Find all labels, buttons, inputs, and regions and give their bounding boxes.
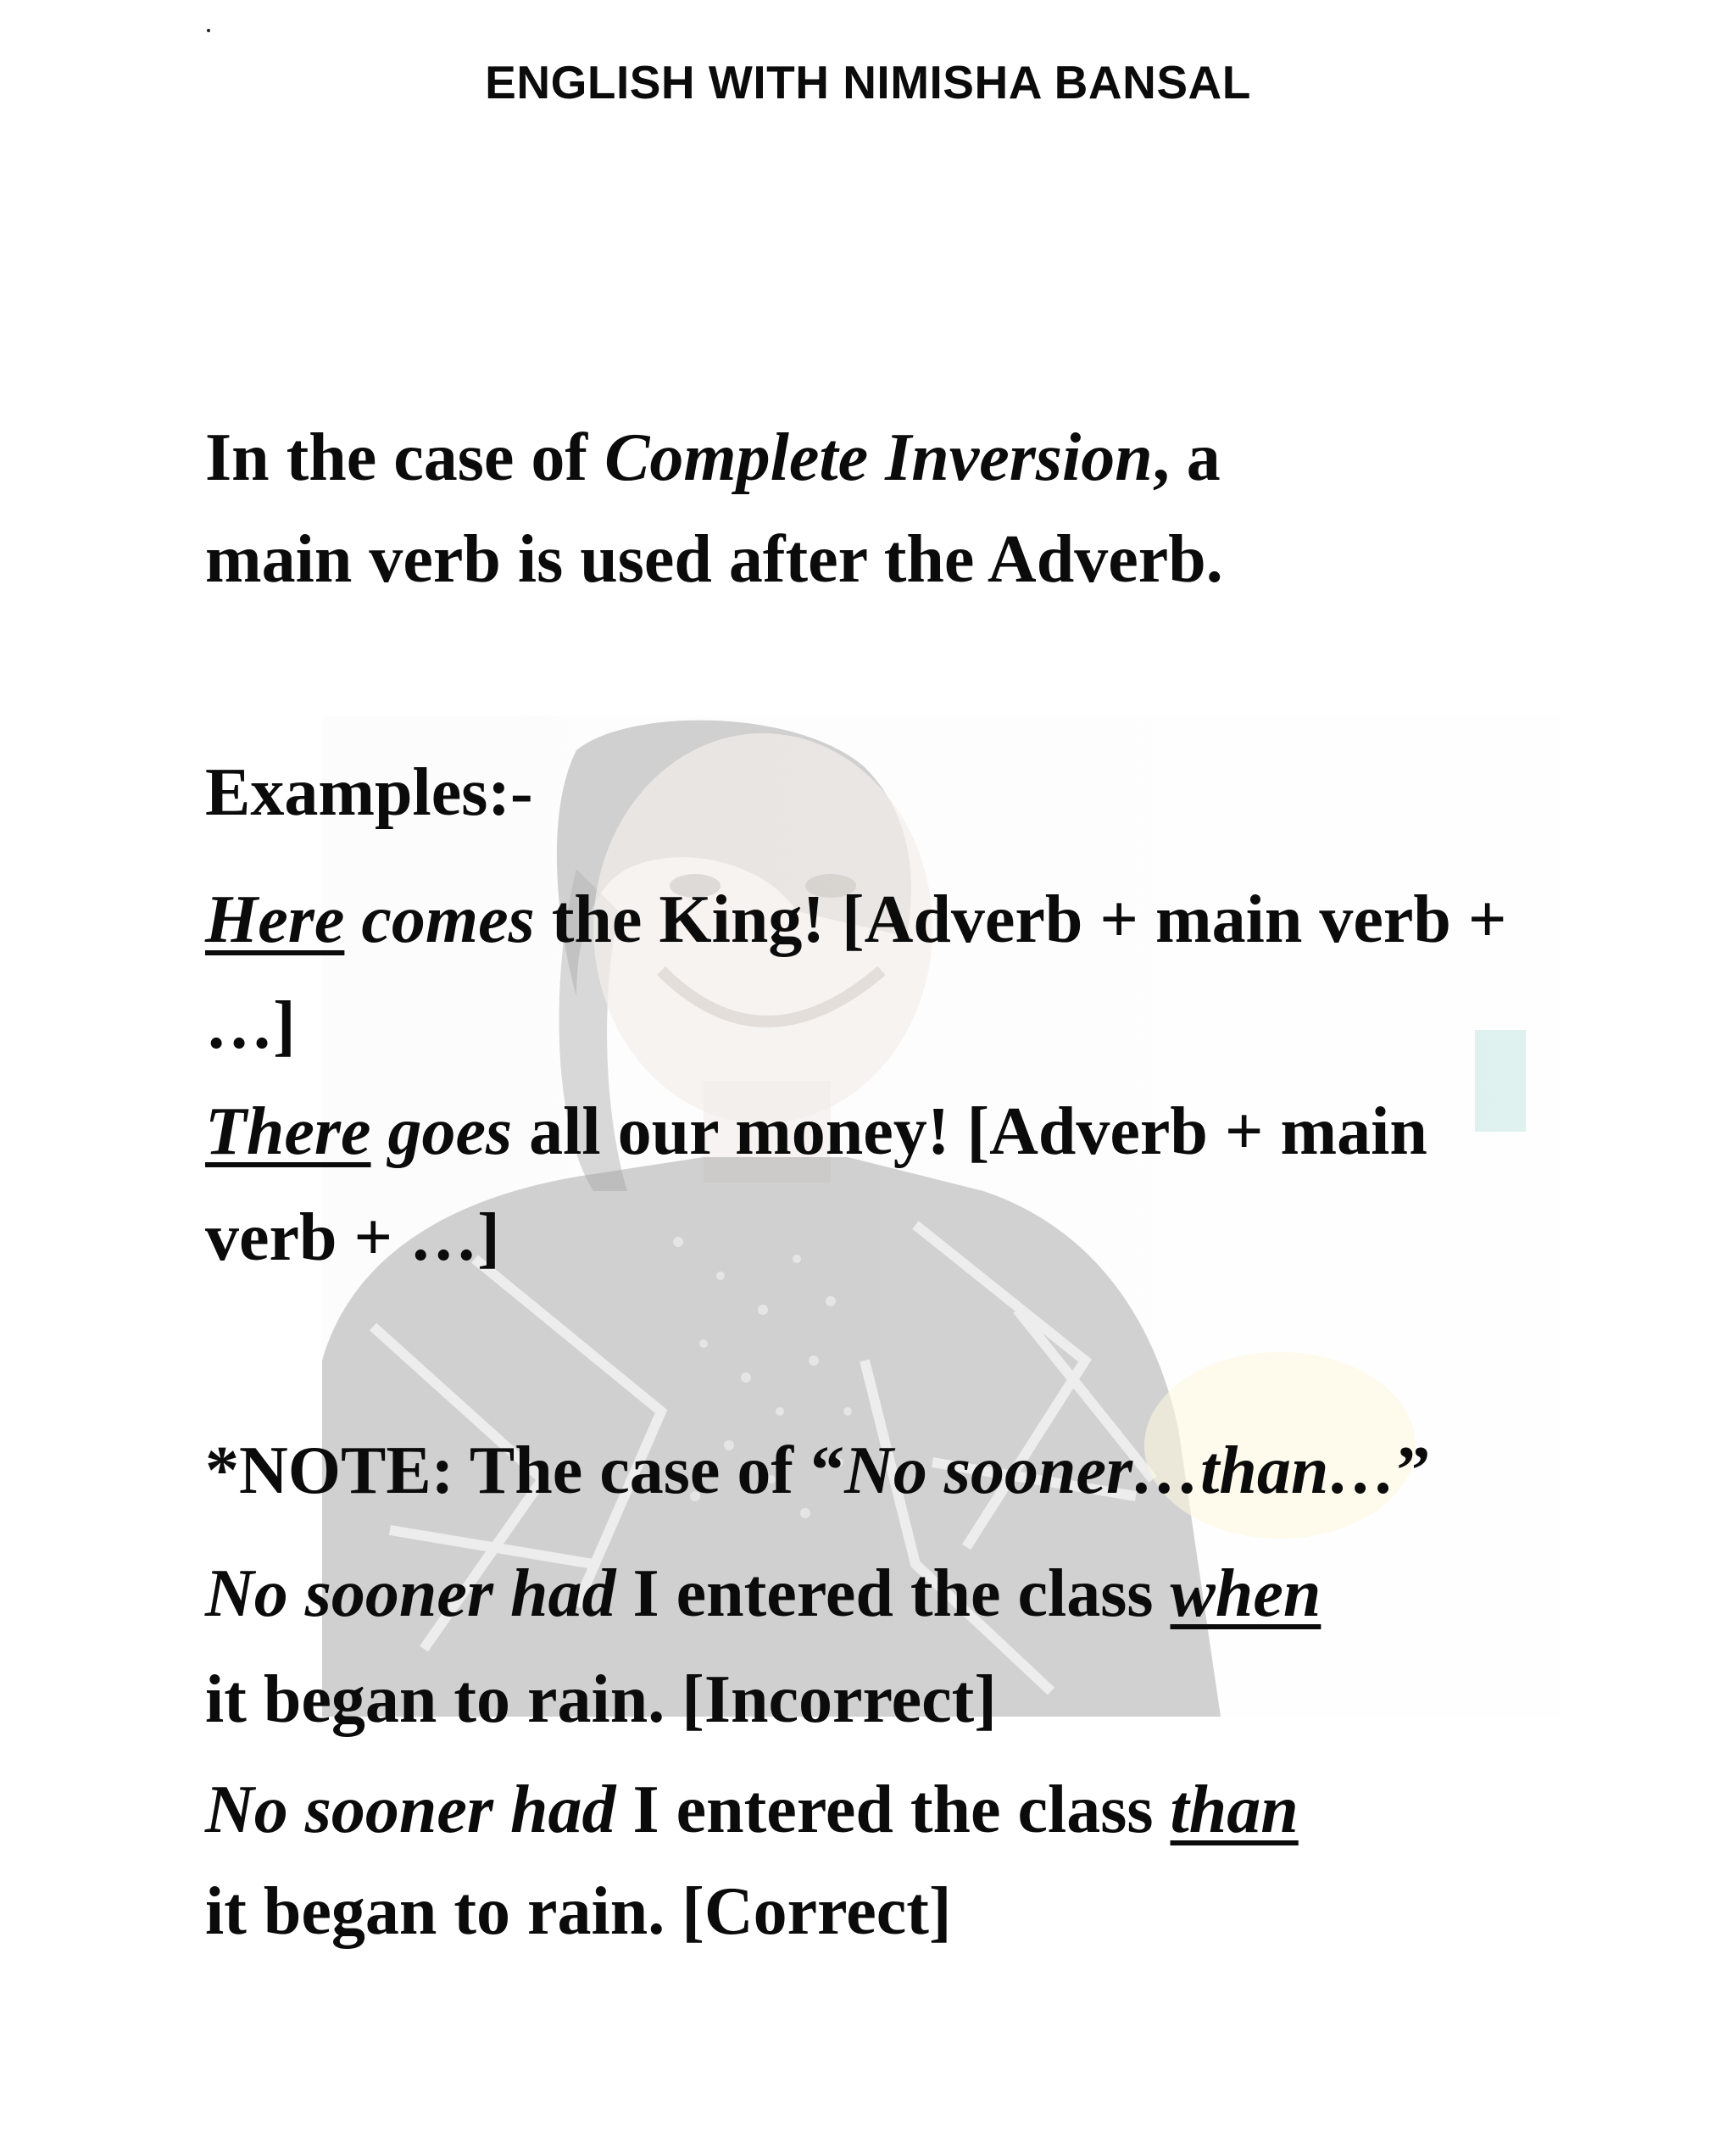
note-sentence-2-continuation: it began to rain. [Correct] (205, 1874, 952, 1949)
example-1-rest: the King! [Adverb + main verb + (534, 882, 1507, 957)
example-2-line (205, 1089, 1427, 1174)
note-phrase: No sooner…than… (844, 1433, 1397, 1508)
intro-text: In the case of (205, 420, 605, 495)
term-complete-inversion: Complete Inversion (604, 420, 1153, 495)
page-header: ENGLISH WITH NIMISHA BANSAL (485, 56, 1251, 109)
note-sentence-2-than: than (1170, 1773, 1299, 1847)
intro-text-end: , a (1152, 420, 1221, 495)
example-1-continuation: …] (205, 988, 296, 1063)
note-sentence-2-start: No sooner had (205, 1773, 616, 1847)
intro-line-2: main verb is used after the Adverb. (205, 522, 1223, 597)
note-prefix: *NOTE: The case of “ (205, 1433, 845, 1508)
note-sentence-1-start: No sooner had (205, 1556, 616, 1631)
note-sentence-1 (205, 1551, 1321, 1636)
example-2-continuation: verb + …] (205, 1200, 500, 1275)
example-2-verb: goes (387, 1094, 513, 1169)
note-sentence-1-when: when (1170, 1556, 1321, 1631)
intro-line-1 (205, 415, 1221, 500)
examples-heading: Examples:- (205, 755, 533, 830)
note-sentence-1-middle: I entered the class (615, 1556, 1171, 1631)
example-1-adverb: Here (205, 882, 345, 957)
note-suffix: ” (1396, 1433, 1431, 1508)
example-1-line (205, 877, 1506, 962)
example-1-verb: comes (361, 882, 535, 957)
example-2-rest: all our money! [Adverb + main (512, 1094, 1427, 1169)
stray-dot (207, 29, 210, 32)
note-sentence-1-continuation: it began to rain. [Incorrect] (205, 1662, 997, 1737)
note-heading (205, 1428, 1430, 1513)
example-2-adverb: There (205, 1094, 371, 1169)
note-sentence-2 (205, 1767, 1299, 1852)
note-sentence-2-middle: I entered the class (615, 1773, 1171, 1847)
